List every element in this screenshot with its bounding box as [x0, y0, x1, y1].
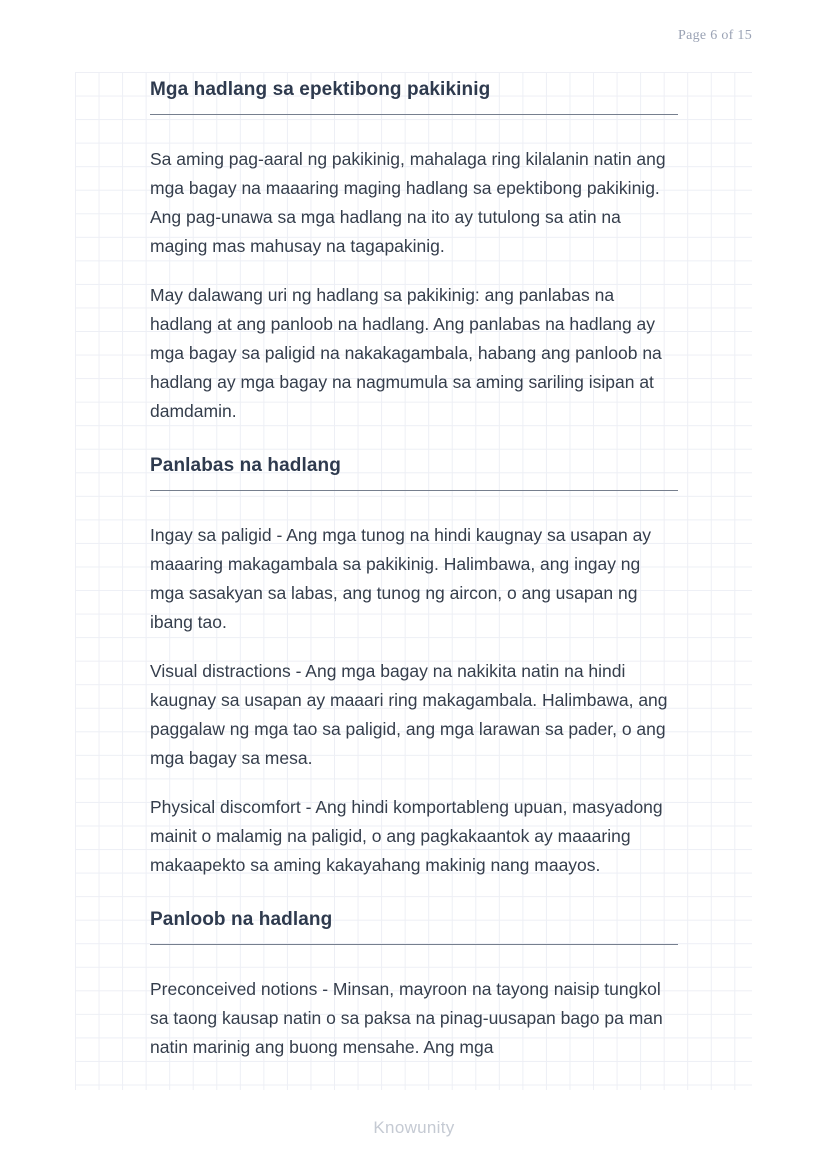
section-barriers-intro — [150, 78, 678, 426]
paragraph: Physical discomfort - Ang hindi komportableng upuan, masyadong mainit o malamig na paligid, o ang pagkakaantok ay maaaring makaapekto sa aming kakayahang makinig nang maayos. — [150, 797, 663, 875]
heading-rule — [150, 944, 678, 945]
heading-rule — [150, 114, 678, 115]
paragraph: Ingay sa paligid - Ang mga tunog na hindi kaugnay sa usapan ay maaaring makagambala sa pakikinig. Halimbawa, ang ingay ng mga sasakyan sa labas, ang tunog ng aircon, o ang usapan ng ibang tao. — [150, 525, 652, 632]
notes-grid-content — [75, 72, 752, 1090]
section-internal-barriers — [150, 908, 678, 1062]
paragraph: Sa aming pag-aaral ng pakikinig, mahalaga ring kilalanin natin ang mga bagay na maaaring maging hadlang sa epektibong pakikinig. Ang pag-unawa sa mga hadlang na ito ay tutulong sa atin na maging mas mahusay na tagapakinig. — [150, 149, 666, 256]
section-heading: Panloob na hadlang — [150, 909, 333, 930]
knowunity-watermark: Knowunity — [373, 1118, 455, 1137]
paragraph: Visual distractions - Ang mga bagay na nakikita natin na hindi kaugnay sa usapan ay maaari ring makagambala. Halimbawa, ang paggalaw ng mga tao sa paligid, ang mga larawan sa pader, o ang mga bagay sa mesa. — [150, 661, 668, 768]
page-number: Page 6 of 15 — [678, 28, 752, 43]
paragraph: May dalawang uri ng hadlang sa pakikinig: ang panlabas na hadlang at ang panloob na hadlang. Ang panlabas na hadlang ay mga bagay sa paligid na nakakagambala, habang ang panloob na hadlang ay mga bagay na nagmumula sa aming sariling isipan at damdamin. — [150, 285, 662, 421]
paragraph: Preconceived notions - Minsan, mayroon na tayong naisip tungkol sa taong kausap natin o sa paksa na pinag-uusapan bago pa man natin marinig ang buong mensahe. Ang mga — [150, 979, 663, 1057]
section-heading: Mga hadlang sa epektibong pakikinig — [150, 79, 491, 100]
heading-rule — [150, 490, 678, 491]
section-external-barriers — [150, 454, 678, 880]
section-heading: Panlabas na hadlang — [150, 455, 341, 476]
